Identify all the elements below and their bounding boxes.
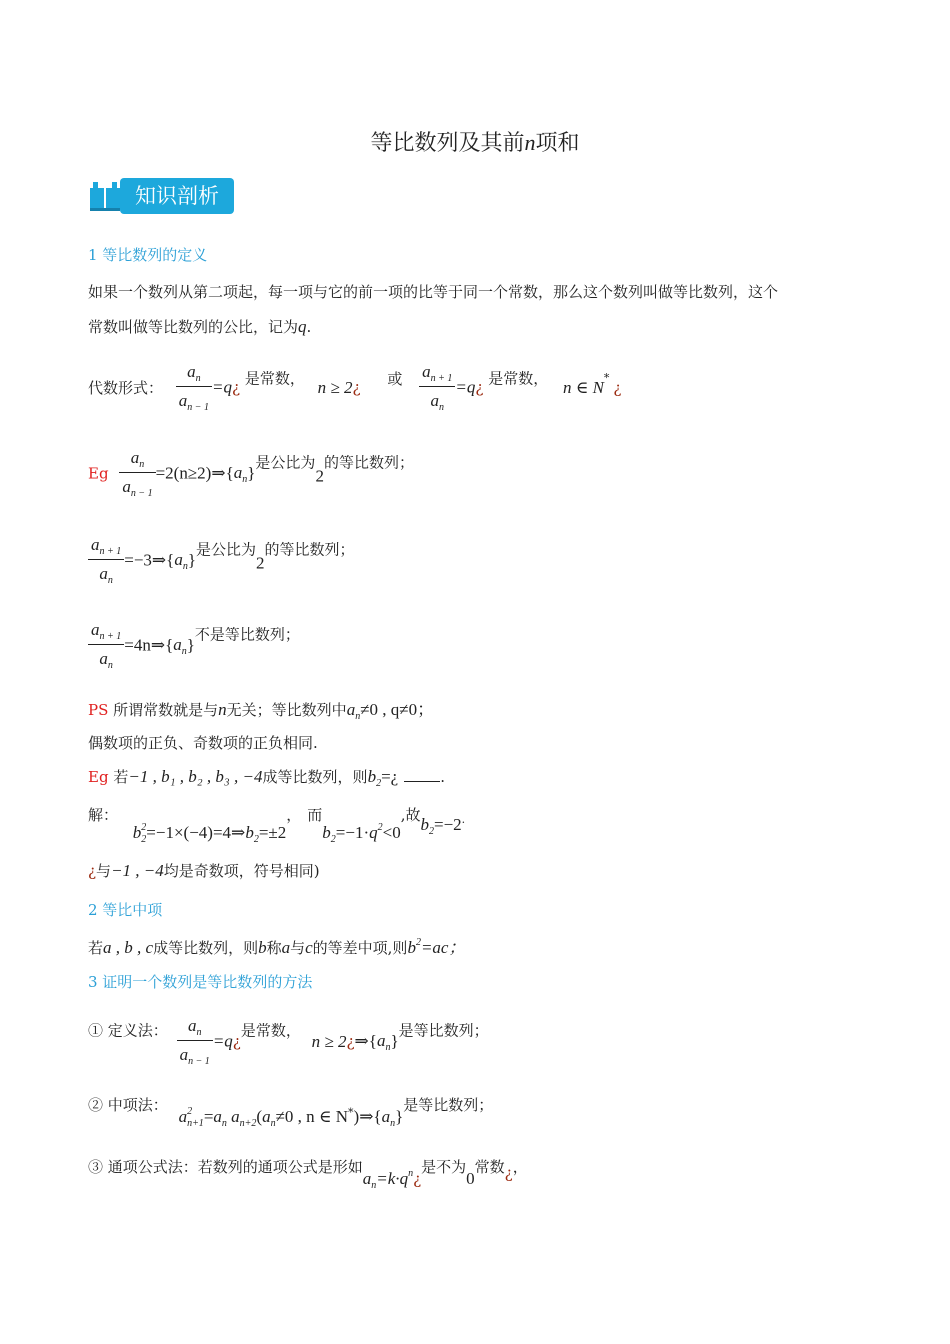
method-general-term: ③ 通项公式法：若数列的通项公式是形如$a_n=k\cdot q^n¿$是不为0常数¿， (88, 1158, 528, 1191)
algebraic-form-row: 代数形式： $\frac{a_n}{a_{n - 1}}$ =q¿ 是常数， n ≥ 2¿ 或 $\frac{a_{n + 1}}{a_n}$ =q¿ 是常数， n ∈ N*¿ (88, 362, 622, 413)
parity-note: 偶数项的正负、奇数项的正负相同. (88, 734, 318, 752)
fraction: $\frac{a_n}{a_{n - 1}}$ (177, 1016, 213, 1067)
section-heading-2: 2 等比中项 (88, 901, 163, 919)
section-badge (88, 178, 234, 216)
section-heading-1: 1 等比数列的定义 (88, 246, 208, 264)
solution-note: ¿与−1 , −4均是奇数项，符号相同) (88, 861, 320, 880)
geometric-mean-line: 若a , b , c成等比数列，则b称a与c的等差中项,则$b^2=ac$； (88, 937, 466, 957)
book-icon (88, 178, 122, 214)
fraction: $\frac{a_{n + 1}}{a_n}$ (88, 535, 124, 586)
example-4: Eg 若−1 , b₁ , b₂ , b₃ , −4成等比数列，则$b_2=¿$ . (88, 767, 445, 789)
method-definition: ① 定义法： $\frac{a_n}{a_{n - 1}}$ =q¿是常数， $n \ge 2¿\Rightarrow\{a_n\}$是等比数列； (88, 1016, 489, 1067)
definition-line-2: 常数叫做等比数列的公比，记为q. (88, 317, 312, 336)
definition-line-1: 如果一个数列从第二项起，每一项与它的前一项的比等于同一个常数，那么这个数列叫做等比数列，这个 (88, 283, 779, 301)
badge-label: 知识剖析 (120, 178, 234, 214)
answer-blank (404, 781, 440, 782)
solution: 解： b $_{2 2}=-1\times(-4)=4\Rightarrow b_2=\pm 2$， 而$b_2=-1\cdot q^2<0$,故$b_2=-2^\cdot$ (88, 806, 466, 845)
fraction: $\frac{a_{n + 1}}{a_n}$ (419, 362, 455, 413)
ps-note: PS 所谓常数就是与n无关；等比数列中$a_n\ne 0$ , q≠0； (88, 700, 435, 722)
section-heading-3: 3 证明一个数列是等比数列的方法 (88, 973, 313, 991)
fraction: $\frac{a_n}{a_{n - 1}}$ (119, 448, 155, 499)
page-title: 等比数列及其前n项和 (370, 130, 580, 156)
example-2: $\frac{a_{n + 1}}{a_n}$ $=-3\Rightarrow\{a_n\}$是公比为2的等比数列； (88, 535, 355, 586)
method-mean: ② 中项法： a $_{2 n+1}=a_n$ $a_{n+2}(a_n\ne 0$ , n ∈ $N^*)\Rightarrow\{a_n\}$是等比数列； (88, 1096, 494, 1129)
example-1: Eg $\frac{a_n}{a_{n - 1}}$ $=2(n\ge 2)\Rightarrow\{a_n\}$是公比为2的等比数列； (88, 448, 414, 499)
example-3: $\frac{a_{n + 1}}{a_n}$ $=4n\Rightarrow\{a_n\}$不是等比数列； (88, 620, 300, 671)
fraction: $\frac{a_n}{a_{n - 1}}$ (176, 362, 212, 413)
fraction: $\frac{a_{n + 1}}{a_n}$ (88, 620, 124, 671)
